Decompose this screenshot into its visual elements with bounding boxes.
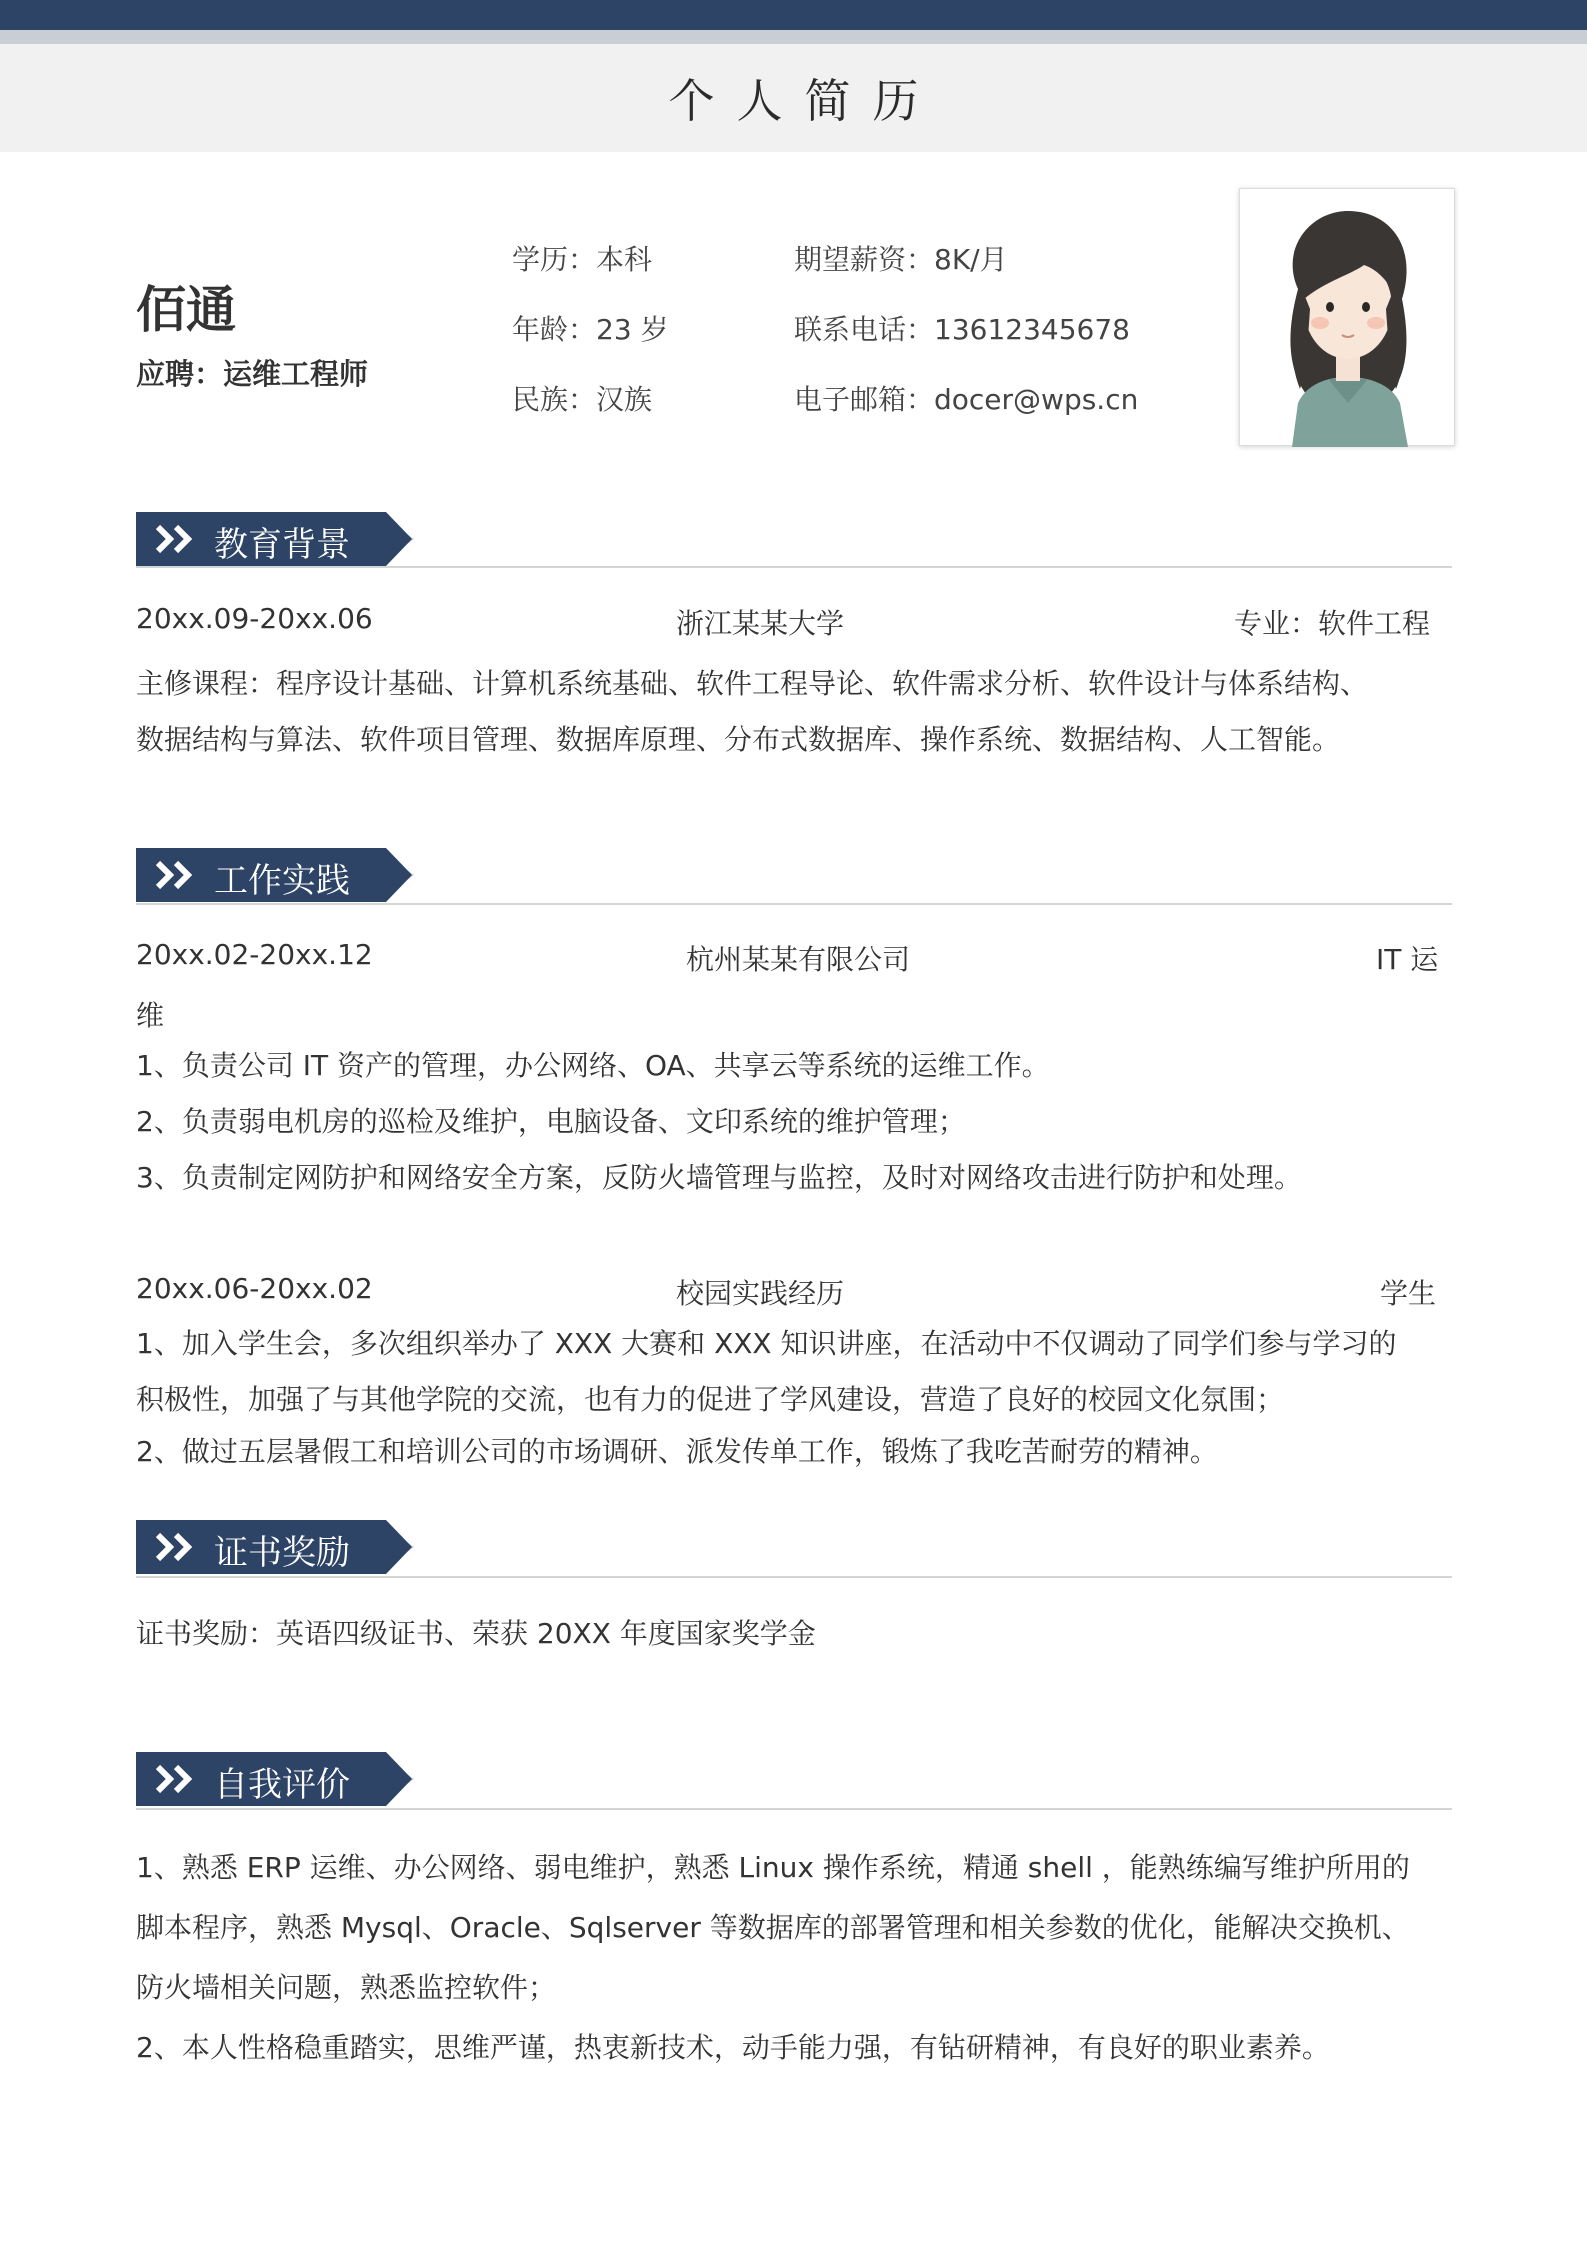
job2-role: 学生 (1380, 1277, 1437, 1310)
job1-duties (136, 1038, 1452, 1206)
section-title: 教育背景 (214, 525, 350, 565)
courses-line: 数据结构与算法、软件项目管理、数据库原理、分布式数据库、操作系统、数据结构、人工智能。 (136, 723, 1341, 756)
section-header-awards (136, 1520, 416, 1574)
email-address: 电子邮箱：docer@wps.cn (794, 383, 1139, 416)
awards-text: 证书奖励：英语四级证书、荣获 20XX 年度国家奖学金 (136, 1617, 816, 1650)
job-target: 应聘：运维工程师 (136, 357, 369, 391)
major: 专业：软件工程 (1234, 607, 1431, 640)
self-line: 脚本程序，熟悉 Mysql、Oracle、Sqlserver 等数据库的部署管理和相关参数的优化，能解决交换机、 (136, 1911, 1410, 1944)
duty-item: 1、负责公司 IT 资产的管理，办公网络、OA、共享云等系统的运维工作。 (136, 1049, 1050, 1082)
section-header-self (136, 1752, 416, 1806)
top-accent-bar (0, 0, 1587, 30)
self-line: 1、熟悉 ERP 运维、办公网络、弱电维护，熟悉 Linux 操作系统，精通 shell ，能熟练编写维护所用的 (136, 1851, 1410, 1884)
duty-item: 1、加入学生会，多次组织举办了 XXX 大赛和 XXX 知识讲座，在活动中不仅调动了同学们参与学习的 (136, 1327, 1397, 1360)
document-title: 个人简历 (668, 74, 941, 128)
section-header-work (136, 848, 416, 902)
job2-period: 20xx.06-20xx.02 (136, 1272, 373, 1305)
clipped-duty (136, 1420, 1452, 1468)
duty-item: 积极性，加强了与其他学院的交流，也有力的促进了学风建设，营造了良好的校园文化氛围； (136, 1383, 1285, 1416)
expected-salary: 期望薪资：8K/月 (794, 243, 1008, 276)
section-divider (136, 1808, 1452, 1810)
self-line: 2、本人性格稳重踏实，思维严谨，热衷新技术，动手能力强，有钻研精神，有良好的职业素养。 (136, 2031, 1330, 2064)
top-accent-stripe (0, 30, 1587, 44)
self-line: 防火墙相关问题，熟悉监控软件； (136, 1971, 557, 2004)
job2-company: 校园实践经历 (676, 1277, 845, 1310)
section-title: 工作实践 (214, 861, 350, 901)
phone-number: 联系电话：13612345678 (794, 313, 1130, 346)
education-period: 20xx.09-20xx.06 (136, 602, 373, 635)
section-header-education (136, 512, 416, 566)
job1-company: 杭州某某有限公司 (686, 943, 911, 976)
education-level: 学历：本科 (512, 243, 653, 276)
section-divider (136, 903, 1452, 905)
profile-photo (1239, 188, 1455, 446)
job2-duties (136, 1316, 1452, 1428)
job1-role-wrap: 维 (136, 999, 165, 1032)
title-band (0, 44, 1587, 152)
duty-item: 2、做过五层暑假工和培训公司的市场调研、派发传单工作，锻炼了我吃苦耐劳的精神。 (136, 1435, 1218, 1468)
duty-item: 3、负责制定网防护和网络安全方案，反防火墙管理与监控，及时对网络攻击进行防护和处理。 (136, 1161, 1302, 1194)
courses (136, 656, 1452, 768)
ethnicity: 民族：汉族 (512, 383, 653, 416)
age: 年龄：23 岁 (512, 313, 669, 346)
section-divider (136, 566, 1452, 568)
job1-role: IT 运 (1376, 943, 1439, 976)
section-title: 证书奖励 (214, 1533, 350, 1573)
job1-period: 20xx.02-20xx.12 (136, 938, 373, 971)
self-evaluation (136, 1838, 1452, 2078)
section-title: 自我评价 (214, 1765, 350, 1805)
avatar-illustration (1240, 189, 1456, 447)
candidate-name: 佰通 (136, 281, 236, 339)
courses-line: 主修课程：程序设计基础、计算机系统基础、软件工程导论、软件需求分析、软件设计与体系结构、 (136, 667, 1369, 700)
duty-item: 2、负责弱电机房的巡检及维护，电脑设备、文印系统的维护管理； (136, 1105, 966, 1138)
school-name: 浙江某某大学 (676, 607, 845, 640)
section-divider (136, 1576, 1452, 1578)
